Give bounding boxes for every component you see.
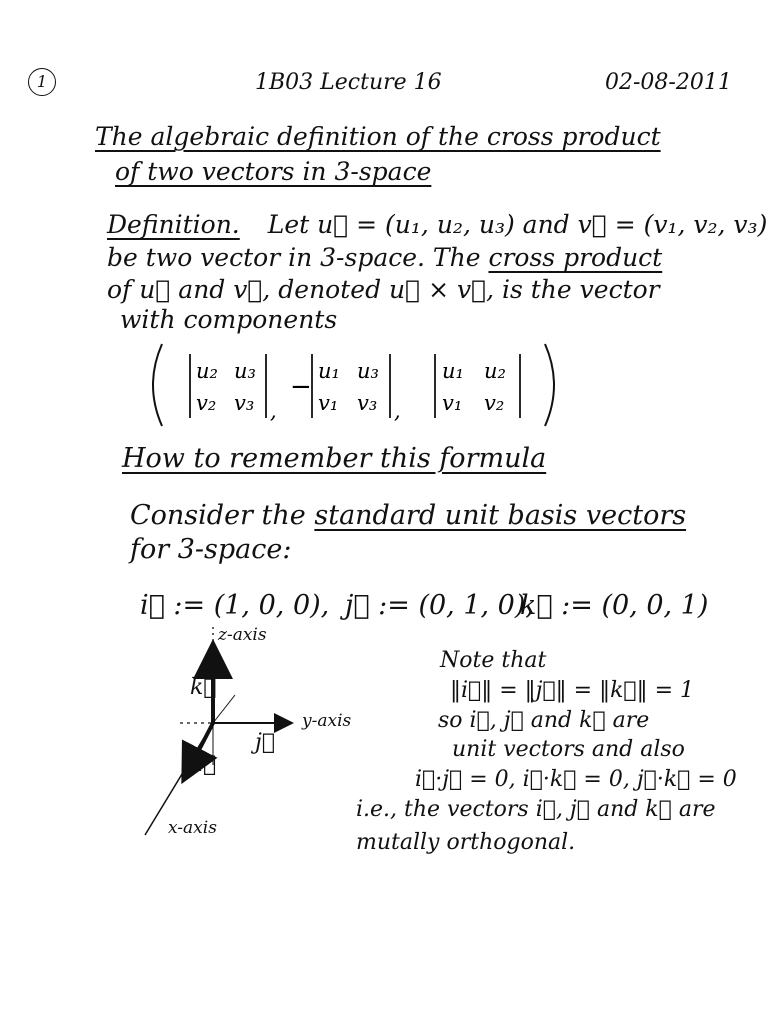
basis-k: k⃗ := (0, 0, 1) <box>520 590 709 621</box>
note-line-7: mutally orthogonal. <box>356 830 576 855</box>
det-2-c: v₁ <box>318 391 339 415</box>
page-number: 1 <box>28 68 56 96</box>
basis-i: i⃗ := (1, 0, 0), <box>140 590 330 621</box>
remember-heading: How to remember this formula <box>122 443 547 474</box>
title-line-1: The algebraic definition of the cross product <box>95 122 661 151</box>
consider-text: Consider the <box>130 500 315 531</box>
note-line-6: i.e., the vectors i⃗, j⃗ and k⃗ are <box>356 797 716 822</box>
det-3-b: u₂ <box>484 359 506 383</box>
i-vector-label: i⃗ <box>196 752 217 777</box>
comma-2: , <box>394 399 401 423</box>
det-3-d: v₂ <box>484 391 505 415</box>
basis-j: j⃗ := (0, 1, 0), <box>345 590 534 621</box>
note-line-3: so i⃗, j⃗ and k⃗ are <box>438 708 650 733</box>
definition-line-4: with components <box>120 305 338 334</box>
z-axis-label: z-axis <box>218 625 267 645</box>
comma-1: , <box>270 399 277 423</box>
det-2-d: v₃ <box>357 391 378 415</box>
consider-line-2: for 3-space: <box>130 534 292 565</box>
k-vector-label: k⃗ <box>190 675 217 700</box>
det-1-a: u₂ <box>196 359 218 383</box>
definition-let-clause: Let u⃗ = (u₁, u₂, u₃) and v⃗ = (v₁, v₂, v₃) <box>267 210 768 239</box>
minus-sign: − <box>290 372 312 402</box>
cross-product-formula <box>140 340 580 430</box>
cross-product-term: cross product <box>488 243 663 272</box>
note-line-2: ‖i⃗‖ = ‖j⃗‖ = ‖k⃗‖ = 1 <box>450 678 695 703</box>
left-parenthesis <box>153 344 162 426</box>
y-axis-label: y-axis <box>302 711 352 731</box>
definition-line-2-text: be two vector in 3-space. The <box>107 243 489 272</box>
title-line-2: of two vectors in 3-space <box>115 157 432 186</box>
lecture-title: 1B03 Lecture 16 <box>255 70 442 95</box>
det-1-d: v₃ <box>234 391 255 415</box>
right-parenthesis <box>545 344 554 426</box>
note-line-1: Note that <box>440 648 547 673</box>
note-line-5: i⃗·j⃗ = 0, i⃗·k⃗ = 0, j⃗·k⃗ = 0 <box>415 767 737 792</box>
det-3-a: u₁ <box>442 359 464 383</box>
det-1-c: v₂ <box>196 391 217 415</box>
definition-line-3: of u⃗ and v⃗, denoted u⃗ × v⃗, is the vector <box>107 275 660 304</box>
definition-label: Definition. <box>107 210 240 239</box>
det-1-b: u₃ <box>234 359 256 383</box>
definition-line-1 <box>107 210 767 239</box>
det-2-b: u₃ <box>357 359 379 383</box>
lecture-date: 02-08-2011 <box>605 70 732 95</box>
consider-line-1 <box>130 500 686 531</box>
note-line-4: unit vectors and also <box>452 737 685 762</box>
standard-basis-term: standard unit basis vectors <box>314 500 687 531</box>
definition-line-2 <box>107 243 662 272</box>
x-axis-label: x-axis <box>168 818 217 838</box>
det-3-c: v₁ <box>442 391 463 415</box>
det-2-a: u₁ <box>318 359 340 383</box>
j-vector-label: j⃗ <box>255 730 276 755</box>
